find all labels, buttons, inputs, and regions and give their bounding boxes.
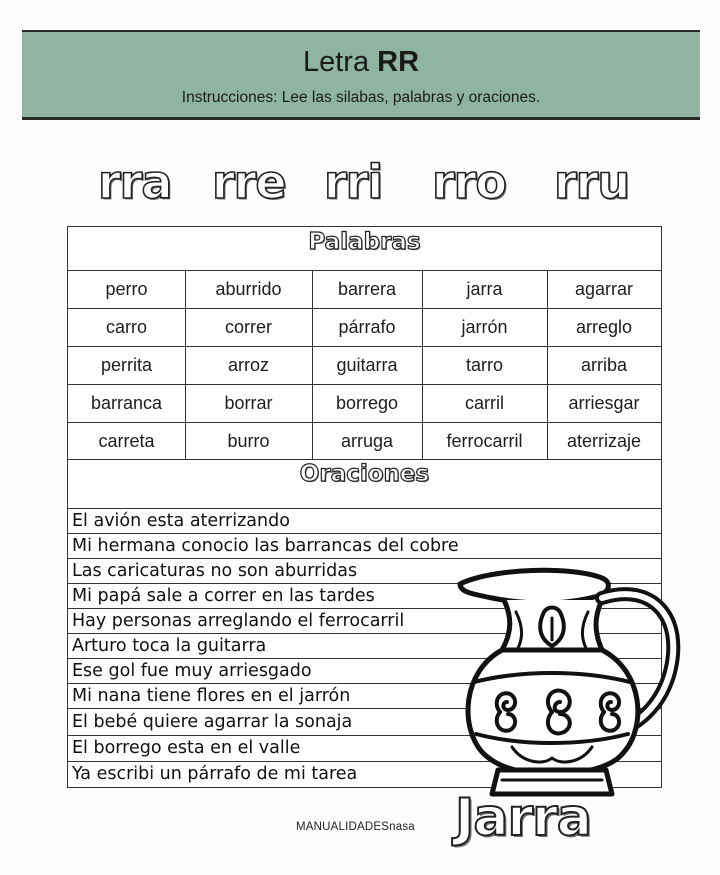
word-cell: perrita bbox=[100, 355, 153, 375]
word-cell: burro bbox=[227, 431, 270, 451]
word-cell: agarrar bbox=[574, 279, 634, 299]
palabras-title: Palabras bbox=[308, 229, 421, 255]
syllable-rru: rru bbox=[554, 155, 630, 209]
page-title bbox=[22, 46, 700, 79]
word-cell: carril bbox=[465, 393, 504, 413]
word-cell: aterrizaje bbox=[566, 431, 642, 451]
word-cell: arreglo bbox=[575, 317, 633, 337]
syllable-rre: rre bbox=[212, 155, 286, 209]
word-cell: barrera bbox=[337, 279, 397, 299]
word-cell: aburrido bbox=[215, 279, 282, 299]
sentence-line: Mi nana tiene flores en el jarrón bbox=[72, 686, 351, 706]
title-letters: RR bbox=[377, 46, 420, 78]
word-cell: ferrocarril bbox=[446, 431, 523, 451]
word-cell: borrego bbox=[335, 393, 399, 413]
word-cell: jarra bbox=[466, 279, 503, 299]
sentence-line: Mi hermana conocio las barrancas del cobre bbox=[72, 536, 459, 556]
word-cell: arriesgar bbox=[568, 393, 640, 413]
instructions-text: Instrucciones: Lee las silabas, palabras y oraciones. bbox=[181, 89, 541, 106]
sentence-line: Arturo toca la guitarra bbox=[72, 636, 267, 656]
word-cell: tarro bbox=[465, 355, 503, 375]
word-cell: arroz bbox=[227, 355, 269, 375]
sentence-line: Mi papá sale a correr en las tardes bbox=[72, 586, 375, 606]
syllables-row bbox=[70, 152, 670, 212]
syllable-rri: rri bbox=[324, 155, 383, 209]
sentence-line: Las caricaturas no son aburridas bbox=[72, 561, 358, 581]
sentence-line: El bebé quiere agarrar la sonaja bbox=[72, 712, 353, 732]
word-cell: perro bbox=[105, 279, 148, 299]
word-cell: párrafo bbox=[338, 317, 396, 337]
sentence-line: El borrego esta en el valle bbox=[72, 738, 301, 758]
sentence-line: Hay personas arreglando el ferrocarril bbox=[72, 611, 405, 631]
header-banner bbox=[22, 30, 700, 120]
word-cell: carreta bbox=[98, 431, 155, 451]
sentence-line: Ese gol fue muy arriesgado bbox=[72, 661, 312, 681]
sentence-line: Ya escribi un párrafo de mi tarea bbox=[72, 764, 358, 784]
word-cell: guitarra bbox=[336, 355, 398, 375]
word-cell: borrar bbox=[224, 393, 273, 413]
sentence-line: El avión esta aterrizando bbox=[72, 511, 290, 531]
syllable-rro: rro bbox=[432, 155, 506, 209]
word-cell: arruga bbox=[340, 431, 394, 451]
syllable-rra: rra bbox=[98, 155, 172, 209]
word-cell: carro bbox=[105, 317, 147, 337]
word-cell: arriba bbox=[580, 355, 628, 375]
jug-icon bbox=[452, 562, 692, 802]
word-cell: correr bbox=[224, 317, 272, 337]
brand-watermark: MANUALIDADESnasa bbox=[296, 821, 415, 833]
title-prefix: Letra bbox=[302, 46, 370, 78]
word-cell: barranca bbox=[90, 393, 163, 413]
word-cell: jarrón bbox=[461, 317, 508, 337]
jug-label: Jarra bbox=[455, 788, 591, 848]
oraciones-title: Oraciones bbox=[299, 461, 430, 487]
